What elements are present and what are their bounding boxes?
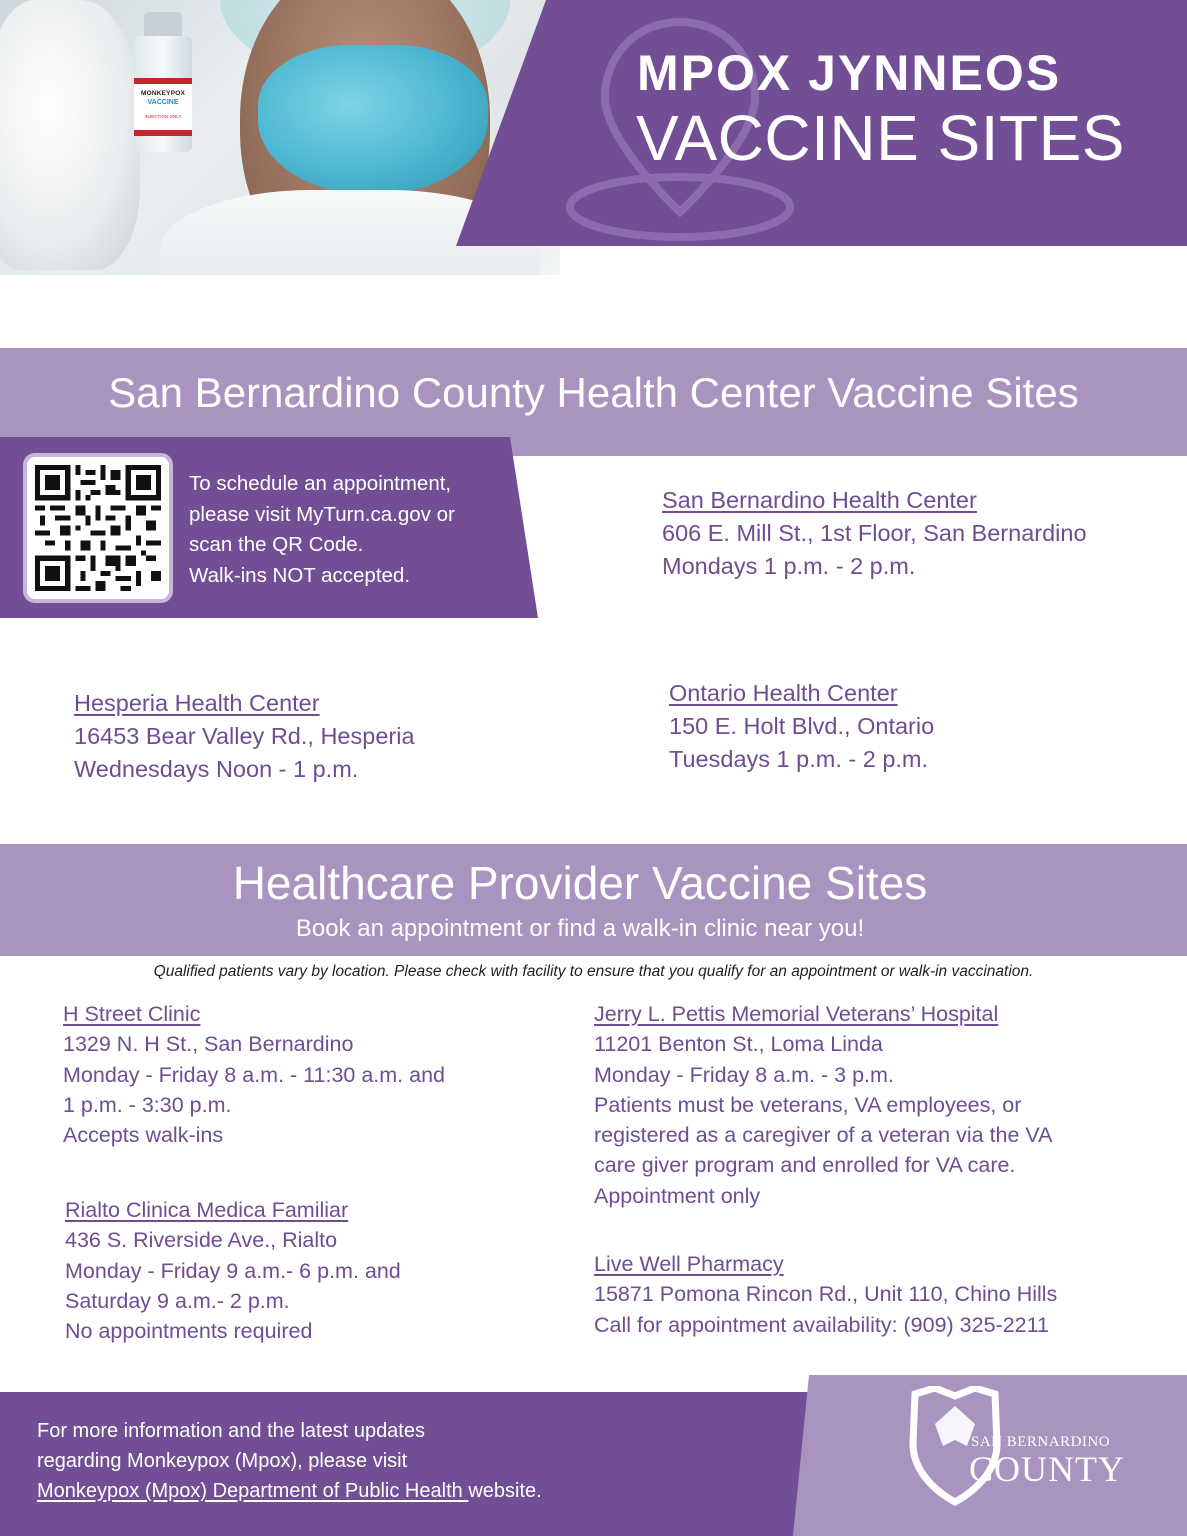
site-name-link[interactable]: Hesperia Health Center xyxy=(74,690,320,716)
provider-name-link[interactable]: H Street Clinic xyxy=(63,1002,201,1026)
provider-line: Accepts walk-ins xyxy=(63,1123,224,1148)
provider-rialto-clinica xyxy=(65,1195,401,1346)
provider-veterans-hospital xyxy=(594,999,1053,1211)
provider-line: Monday - Friday 8 a.m. - 11:30 a.m. and xyxy=(63,1062,445,1087)
provider-line: Patients must be veterans, VA employees, or xyxy=(594,1092,1022,1117)
county-logo xyxy=(905,1386,1165,1506)
section1-title: San Bernardino County Health Center Vaccine Sites xyxy=(108,369,1079,416)
schedule-line-2: please visit MyTurn.ca.gov or xyxy=(189,502,455,526)
provider-name-link[interactable]: Live Well Pharmacy xyxy=(594,1252,784,1276)
provider-line: Call for appointment availability: (909) 325-2211 xyxy=(594,1312,1049,1337)
footer-info xyxy=(37,1416,542,1506)
footer-line-3 xyxy=(37,1476,542,1506)
provider-name-link[interactable]: Jerry L. Pettis Memorial Veterans’ Hospital xyxy=(594,1002,999,1026)
provider-line: 11201 Benton St., Loma Linda xyxy=(594,1032,883,1057)
section2-subtitle: Book an appointment or find a walk-in clinic near you! xyxy=(295,915,865,942)
qr-code-icon[interactable] xyxy=(23,453,173,603)
page-title-line2: VACCINE SITES xyxy=(636,102,1125,174)
vial-label-line2: VACCINE xyxy=(147,99,179,106)
page-title-line1: MPOX JYNNEOS xyxy=(637,45,1062,101)
provider-line: Monday - Friday 9 a.m.- 6 p.m. and xyxy=(65,1258,401,1283)
site-name-link[interactable]: San Bernardino Health Center xyxy=(662,487,977,513)
face-mask xyxy=(258,45,488,195)
provider-line: Saturday 9 a.m.- 2 p.m. xyxy=(65,1288,290,1313)
schedule-instructions xyxy=(189,469,509,591)
site-ontario xyxy=(669,677,934,776)
footer-line-2: regarding Monkeypox (Mpox), please visit xyxy=(37,1450,408,1472)
footer-link-suffix: website. xyxy=(468,1480,542,1502)
schedule-line-3: scan the QR Code. xyxy=(189,533,364,556)
site-hesperia xyxy=(74,687,415,786)
site-address: 150 E. Holt Blvd., Ontario xyxy=(669,713,935,739)
provider-live-well-pharmacy xyxy=(594,1249,1057,1340)
provider-name-link[interactable]: Rialto Clinica Medica Familiar xyxy=(65,1198,349,1222)
qualification-note: Qualified patients vary by location. Please check with facility to ensure that you qualify for an appointment or walk-in vaccination. xyxy=(153,963,1034,980)
provider-line: 1329 N. H St., San Bernardino xyxy=(63,1032,354,1057)
provider-line: care giver program and enrolled for VA care. xyxy=(594,1153,1016,1178)
site-hours: Wednesdays Noon - 1 p.m. xyxy=(74,756,359,782)
logo-text-line2: COUNTY xyxy=(969,1449,1125,1489)
schedule-line-1: To schedule an appointment, xyxy=(189,472,452,495)
provider-line: 436 S. Riverside Ave., Rialto xyxy=(65,1228,338,1253)
vial-label-line1: MONKEYPOX xyxy=(140,90,186,97)
vaccine-vial-icon xyxy=(132,12,194,152)
dph-website-link[interactable]: Monkeypox (Mpox) Department of Public Health xyxy=(37,1480,469,1502)
site-name-link[interactable]: Ontario Health Center xyxy=(669,680,898,706)
provider-line: registered as a caregiver of a veteran via the VA xyxy=(594,1123,1053,1148)
vial-label-line3: INJECTION ONLY xyxy=(144,114,182,119)
provider-line: No appointments required xyxy=(65,1319,313,1344)
section2-title: Healthcare Provider Vaccine Sites xyxy=(232,857,928,909)
provider-line: Appointment only xyxy=(594,1183,761,1208)
site-hours: Mondays 1 p.m. - 2 p.m. xyxy=(662,553,916,579)
provider-h-street-clinic xyxy=(63,999,445,1150)
site-hours: Tuesdays 1 p.m. - 2 p.m. xyxy=(669,746,929,772)
gloved-hand xyxy=(0,0,140,270)
site-san-bernardino xyxy=(662,484,1087,583)
hero xyxy=(0,0,1187,275)
provider-line: 1 p.m. - 3:30 p.m. xyxy=(63,1092,232,1117)
provider-line: Monday - Friday 8 a.m. - 3 p.m. xyxy=(594,1062,894,1087)
footer-line-1: For more information and the latest updates xyxy=(37,1420,425,1442)
schedule-line-4: Walk-ins NOT accepted. xyxy=(189,563,411,587)
site-address: 16453 Bear Valley Rd., Hesperia xyxy=(74,723,415,749)
logo-text-line1: SAN BERNARDINO xyxy=(971,1434,1111,1450)
site-address: 606 E. Mill St., 1st Floor, San Bernardino xyxy=(662,520,1087,546)
provider-line: 15871 Pomona Rincon Rd., Unit 110, Chino Hills xyxy=(594,1282,1058,1307)
